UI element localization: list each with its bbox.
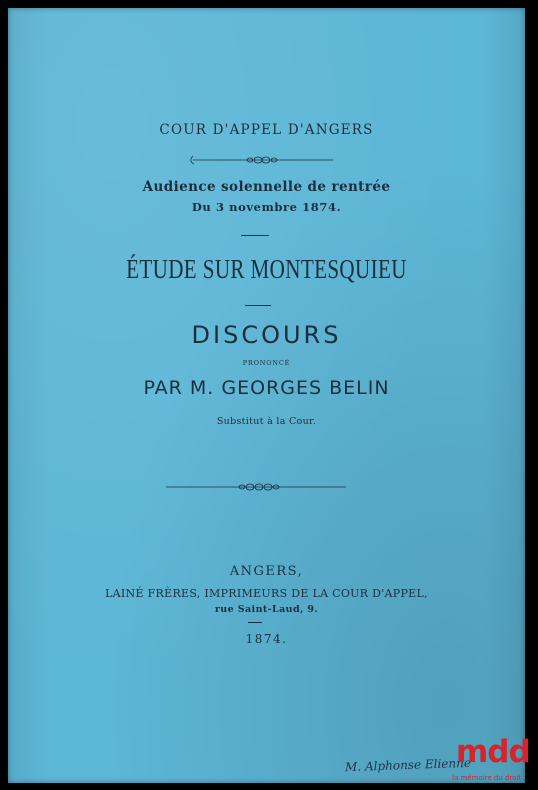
printer-address: rue Saint-Laud, 9.: [214, 604, 319, 615]
divider: [248, 622, 262, 623]
author-line: PAR M. GEORGES BELIN: [143, 377, 390, 399]
book-cover: [8, 8, 525, 783]
publication-year: 1874.: [245, 632, 288, 646]
ornamental-rule-top: [188, 153, 338, 167]
divider: [241, 235, 269, 236]
session-date: Du 3 novembre 1874.: [191, 200, 342, 214]
logo-text: mdd: [456, 734, 530, 770]
main-title: ÉTUDE SUR MONTESQUIEU: [126, 254, 407, 284]
ornamental-rule-middle: [166, 480, 346, 494]
subtitle: DISCOURS: [191, 321, 342, 349]
divider: [245, 305, 271, 306]
handwritten-signature: M. Alphonse Elienne: [344, 755, 472, 775]
prononce-label: PRONONCÉ: [242, 359, 291, 367]
publisher-city: ANGERS,: [229, 564, 304, 579]
session-title: Audience solennelle de rentrée: [142, 179, 391, 195]
printer-name: LAINÉ FRÈRES, IMPRIMEURS DE LA COUR D'APPEL,: [105, 587, 428, 600]
mdd-logo: [452, 734, 536, 787]
author-role: Substitut à la Cour.: [216, 416, 317, 427]
logo-tagline: la mémoire du droit: [452, 774, 522, 782]
court-name: COUR D'APPEL D'ANGERS: [159, 122, 374, 138]
